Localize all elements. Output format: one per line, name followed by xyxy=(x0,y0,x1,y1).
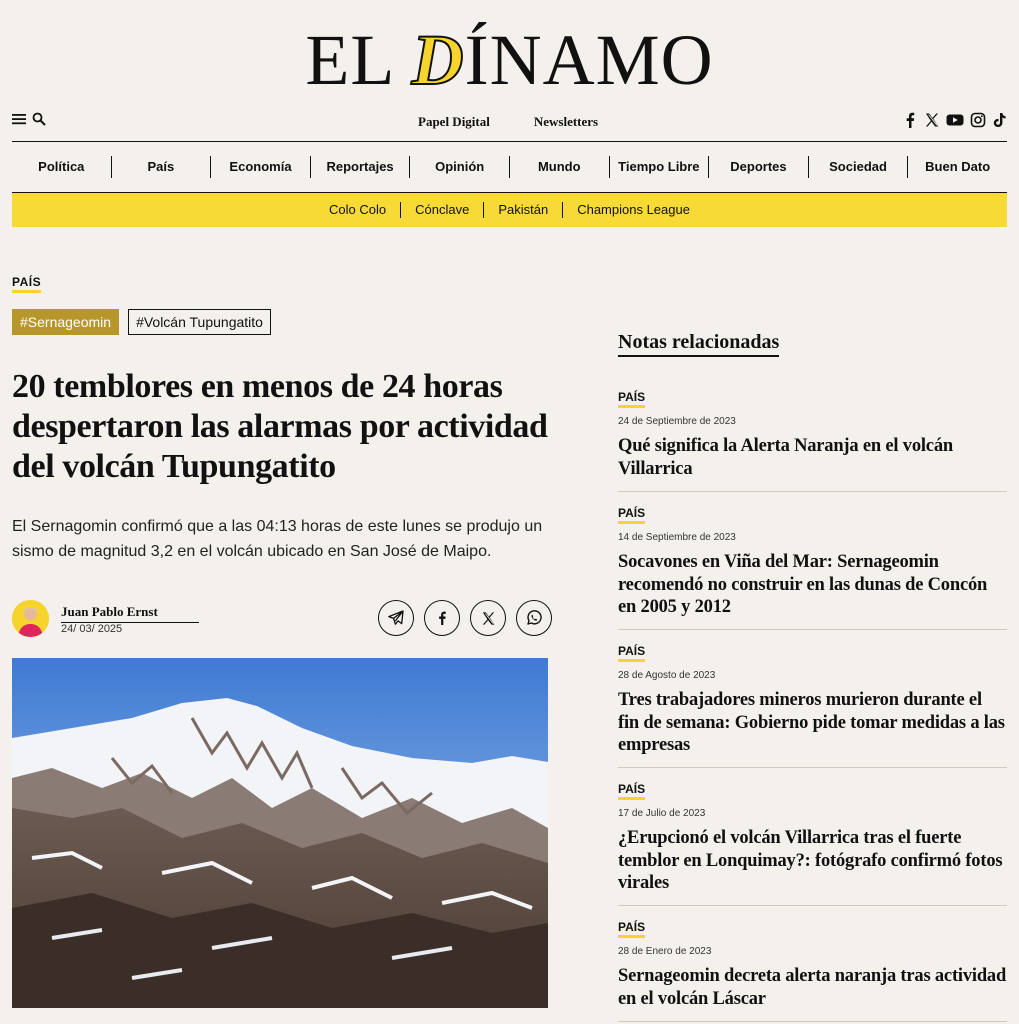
tag-sernageomin[interactable]: #Sernageomin xyxy=(12,309,119,335)
article-lead: El Sernagomin confirmó que a las 04:13 horas de este lunes se produjo un sismo de magnitud 3,2 en el volcán ubicado en San José de Maipo. xyxy=(12,518,543,560)
trending-item[interactable]: Colo Colo xyxy=(315,202,401,218)
related-date: 28 de Enero de 2023 xyxy=(618,946,712,957)
author-block xyxy=(12,600,552,640)
related-headline[interactable]: Socavones en Viña del Mar: Sernageomin recomendó no construir en las dunas de Concón en 2005 y 2012 xyxy=(618,552,988,617)
share-whatsapp-button[interactable] xyxy=(516,600,552,636)
related-headline[interactable]: Qué significa la Alerta Naranja en el volcán Villarrica xyxy=(618,436,953,479)
site-logo[interactable] xyxy=(0,22,1019,98)
menu-icon[interactable] xyxy=(12,112,26,126)
related-date: 17 de Julio de 2023 xyxy=(618,808,706,819)
share-facebook-button[interactable] xyxy=(424,600,460,636)
related-category[interactable]: PAÍS xyxy=(618,920,645,938)
divider-top xyxy=(12,141,1007,142)
utility-links xyxy=(418,114,598,130)
related-notes-title: Notas relacionadas xyxy=(618,331,779,357)
nav-item-tiempo-libre[interactable]: Tiempo Libre xyxy=(610,156,710,178)
tag-volcan-tupungatito[interactable]: #Volcán Tupungatito xyxy=(128,309,271,335)
nav-item-deportes[interactable]: Deportes xyxy=(709,156,809,178)
share-x-button[interactable] xyxy=(470,600,506,636)
related-date: 14 de Septiembre de 2023 xyxy=(618,532,736,543)
tiktok-icon[interactable] xyxy=(992,112,1007,128)
related-category[interactable]: PAÍS xyxy=(618,506,645,524)
related-headline[interactable]: Sernageomin decreta alerta naranja tras actividad en el volcán Láscar xyxy=(618,966,1007,1009)
facebook-icon[interactable] xyxy=(902,112,918,128)
logo-suffix: ÍNAMO xyxy=(464,20,714,100)
nav-item-politica[interactable]: Política xyxy=(12,156,112,178)
related-list xyxy=(618,388,1007,1022)
share-buttons xyxy=(378,600,552,636)
related-item[interactable] xyxy=(618,906,1007,1022)
x-icon[interactable] xyxy=(924,112,940,128)
related-category[interactable]: PAÍS xyxy=(618,390,645,408)
share-telegram-button[interactable] xyxy=(378,600,414,636)
article-tags xyxy=(12,309,271,335)
article-date: 24/ 03/ 2025 xyxy=(61,623,123,635)
nav-item-opinion[interactable]: Opinión xyxy=(410,156,510,178)
nav-item-sociedad[interactable]: Sociedad xyxy=(809,156,909,178)
utility-left xyxy=(12,112,46,126)
article-photo-volcano xyxy=(12,658,548,1008)
related-item[interactable] xyxy=(618,388,1007,492)
facebook-icon xyxy=(435,610,449,626)
related-item[interactable] xyxy=(618,768,1007,906)
youtube-icon[interactable] xyxy=(946,112,964,128)
trending-item[interactable]: Pakistán xyxy=(484,202,563,218)
trending-item[interactable]: Cónclave xyxy=(401,202,484,218)
instagram-icon[interactable] xyxy=(970,112,986,128)
papel-digital-link[interactable]: Papel Digital xyxy=(418,114,490,129)
main-nav xyxy=(12,152,1007,182)
related-date: 28 de Agosto de 2023 xyxy=(618,670,716,681)
trending-bar xyxy=(12,193,1007,227)
related-category[interactable]: PAÍS xyxy=(618,644,645,662)
nav-item-buen-dato[interactable]: Buen Dato xyxy=(925,159,991,174)
author-name[interactable]: Juan Pablo Ernst xyxy=(61,604,199,623)
related-date: 24 de Septiembre de 2023 xyxy=(618,416,736,427)
social-icons xyxy=(902,112,1007,128)
trending-item[interactable]: Champions League xyxy=(577,202,690,217)
related-item[interactable] xyxy=(618,492,1007,630)
nav-item-mundo[interactable]: Mundo xyxy=(510,156,610,178)
related-headline[interactable]: Tres trabajadores mineros murieron durante el fin de semana: Gobierno pide tomar medidas a las empresas xyxy=(618,690,1005,755)
nav-item-economia[interactable]: Economía xyxy=(211,156,311,178)
avatar[interactable] xyxy=(12,600,49,637)
nav-item-pais[interactable]: País xyxy=(112,156,212,178)
related-item[interactable] xyxy=(618,630,1007,768)
logo-d-mark: D xyxy=(411,20,465,100)
x-icon xyxy=(481,611,496,626)
whatsapp-icon xyxy=(525,609,543,627)
related-headline[interactable]: ¿Erupcionó el volcán Villarrica tras el fuerte temblor en Lonquimay?: fotógrafo confirmó fotos virales xyxy=(618,828,1003,893)
nav-item-reportajes[interactable]: Reportajes xyxy=(311,156,411,178)
related-category[interactable]: PAÍS xyxy=(618,782,645,800)
telegram-icon xyxy=(387,609,405,627)
search-icon[interactable] xyxy=(32,112,46,126)
utility-bar xyxy=(12,110,1007,136)
article-headline: 20 temblores en menos de 24 horas despertaron las alarmas por actividad del volcán Tupungatito xyxy=(12,368,548,485)
newsletters-link[interactable]: Newsletters xyxy=(533,114,599,129)
logo-prefix: EL xyxy=(305,20,412,100)
article-section-label[interactable]: PAÍS xyxy=(12,275,41,293)
